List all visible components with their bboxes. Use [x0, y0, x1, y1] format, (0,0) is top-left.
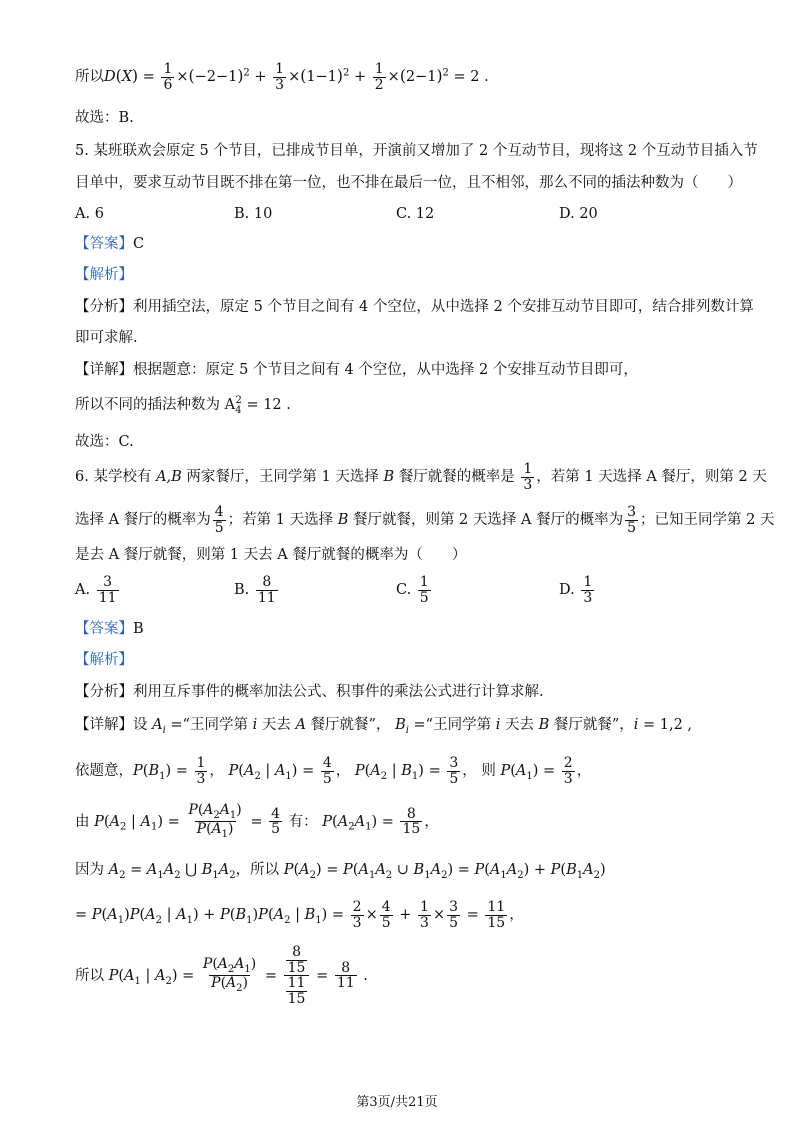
- q6-option-a[interactable]: A. $\frac{3}{11}$: [75, 574, 117, 606]
- q5-detail-line2: 所以不同的插法种数为 $A_4^2 = 12$ .: [75, 395, 291, 416]
- fenxi-tag: 【分析】: [75, 299, 133, 315]
- q5-stem-line1: 5. 某班联欢会原定 5 个节目，已排成节目单，开演前又增加了 2 个互动节目，现将这 2 个互动节目插入节: [75, 143, 758, 159]
- q6-fenxi-text: 利用互斥事件的概率加法公式、积事件的乘法公式进行计算求解.: [133, 684, 544, 700]
- q6-stem-line3: 是去 A 餐厅就餐，则第 1 天去 A 餐厅就餐的概率为（ ）: [75, 547, 467, 563]
- q6-detail-line3: 由 $P(A_2$ | $A_1$) = $\frac{P(A_2A_1)}{P(A_1)}$ = $\frac{4}{5}$ 有： $P(A_2A_1)$ = $\frac{8}{15}$ ，: [75, 802, 439, 841]
- detail-tag: 【详解】: [75, 362, 133, 378]
- fenxi-tag: 【分析】: [75, 684, 133, 700]
- q6-stem-line1: 6. 某学校有 A,B 两家餐厅，王同学第 1 天选择 B 餐厅就餐的概率是 $\frac{1}{3}$ ，若第 1 天选择 A 餐厅，则第 2 天: [75, 461, 767, 493]
- q5-option-a[interactable]: A. 6: [75, 206, 104, 222]
- answer-tag: 【答案】: [75, 621, 133, 637]
- q6-detail-line2: 依题意，$P(B_1)$ = $\frac{1}{3}$ ， $P(A_2$ | $A_1$) = $\frac{4}{5}$ ， $P(A_2$ | $B_1$) = $\frac{3}{5}$ ， 则 $P(A_1)$ = $\frac{2}{3}$ ，: [75, 755, 592, 787]
- q5-answer: [75, 235, 734, 253]
- q6-answer-value: B: [133, 621, 144, 637]
- q6-analysis-tag: [75, 651, 734, 669]
- q5-choice: 故选：C.: [75, 434, 134, 450]
- prev-choice: 故选：B.: [75, 110, 134, 126]
- q5-answer-value: C: [133, 236, 145, 252]
- q6-detail-line5: = $P(A_1)P(A_2$ | $A_1) + P(B_1)P(A_2$ | $B_1$) = $\frac{2}{3}$ × $\frac{4}{5}$ + $\frac{1}{3}$ × $\frac{3}{5}$ = $\frac{11}{15}$ ，: [75, 899, 524, 931]
- analysis-tag: 【解析】: [75, 267, 133, 283]
- q5-fenxi-line1: [75, 298, 754, 316]
- dx-line: 所以D(X) = $\frac{1}{6}$ $\times(-2-1)^2$ + $\frac{1}{3}$ $\times(1-1)^2$ + $\frac{1}{2}$ $\times(2-1)^2 = 2$ .: [75, 61, 489, 93]
- q5-fenxi-text: 利用插空法，原定 5 个节目之间有 4 个空位，从中选择 2 个安排互动节目即可，结合排列数计算: [133, 299, 754, 315]
- q6-detail-line6: 所以 $P(A_1$ | $A_2$) = $\frac{P(A_2A_1)}{P(A_2)}$ = $\frac{\frac{8}{15}}{\frac{11}{15}}$ = $\frac{8}{11}$ .: [75, 944, 368, 1008]
- q5-stem-line2: 目单中，要求互动节目既不排在第一位，也不排在最后一位，且不相邻，那么不同的插法种数为（ ）: [75, 175, 742, 191]
- q5-fenxi-line2: 即可求解.: [75, 330, 138, 346]
- detail-tag: 【详解】: [75, 717, 133, 733]
- q5-option-d[interactable]: D. 20: [559, 206, 598, 222]
- q6-options: [75, 573, 734, 613]
- q6-option-c[interactable]: C. $\frac{1}{5}$: [396, 574, 429, 606]
- q6-option-d[interactable]: D. $\frac{1}{3}$: [559, 574, 593, 606]
- q5-analysis-tag: [75, 266, 734, 284]
- q5-detail-line1: [75, 361, 734, 379]
- q6-fenxi: [75, 683, 734, 701]
- page-footer: 第3页/共21页: [356, 1095, 438, 1110]
- q6-answer: [75, 620, 734, 638]
- q6-detail-line1: 【详解】设 $A_i$ =“王同学第 i 天去 A 餐厅就餐”， $B_i$ =“王同学第 i 天去 B 餐厅就餐”，i = 1,2 ,: [75, 717, 693, 736]
- analysis-tag: 【解析】: [75, 652, 133, 668]
- answer-tag: 【答案】: [75, 236, 133, 252]
- q5-detail-text: 根据题意：原定 5 个节目之间有 4 个空位，从中选择 2 个安排互动节目即可，: [133, 362, 638, 378]
- q6-stem-line2: 选择 A 餐厅的概率为 $\frac{4}{5}$ ；若第 1 天选择 B 餐厅就餐，则第 2 天选择 A 餐厅的概率为 $\frac{3}{5}$ ；已知王同学第 2 天: [75, 504, 775, 536]
- q6-detail-line4: 因为 $A_2 = A_1A_2$ ⋃ $B_1A_2$，所以 $P(A_2) = P(A_1A_2$ ∪ $B_1A_2) = P(A_1A_2) + P(B_1A_2)$: [75, 862, 606, 881]
- q5-option-c[interactable]: C. 12: [396, 206, 435, 222]
- q5-option-b[interactable]: B. 10: [234, 206, 273, 222]
- q6-option-b[interactable]: B. $\frac{8}{11}$: [234, 574, 276, 606]
